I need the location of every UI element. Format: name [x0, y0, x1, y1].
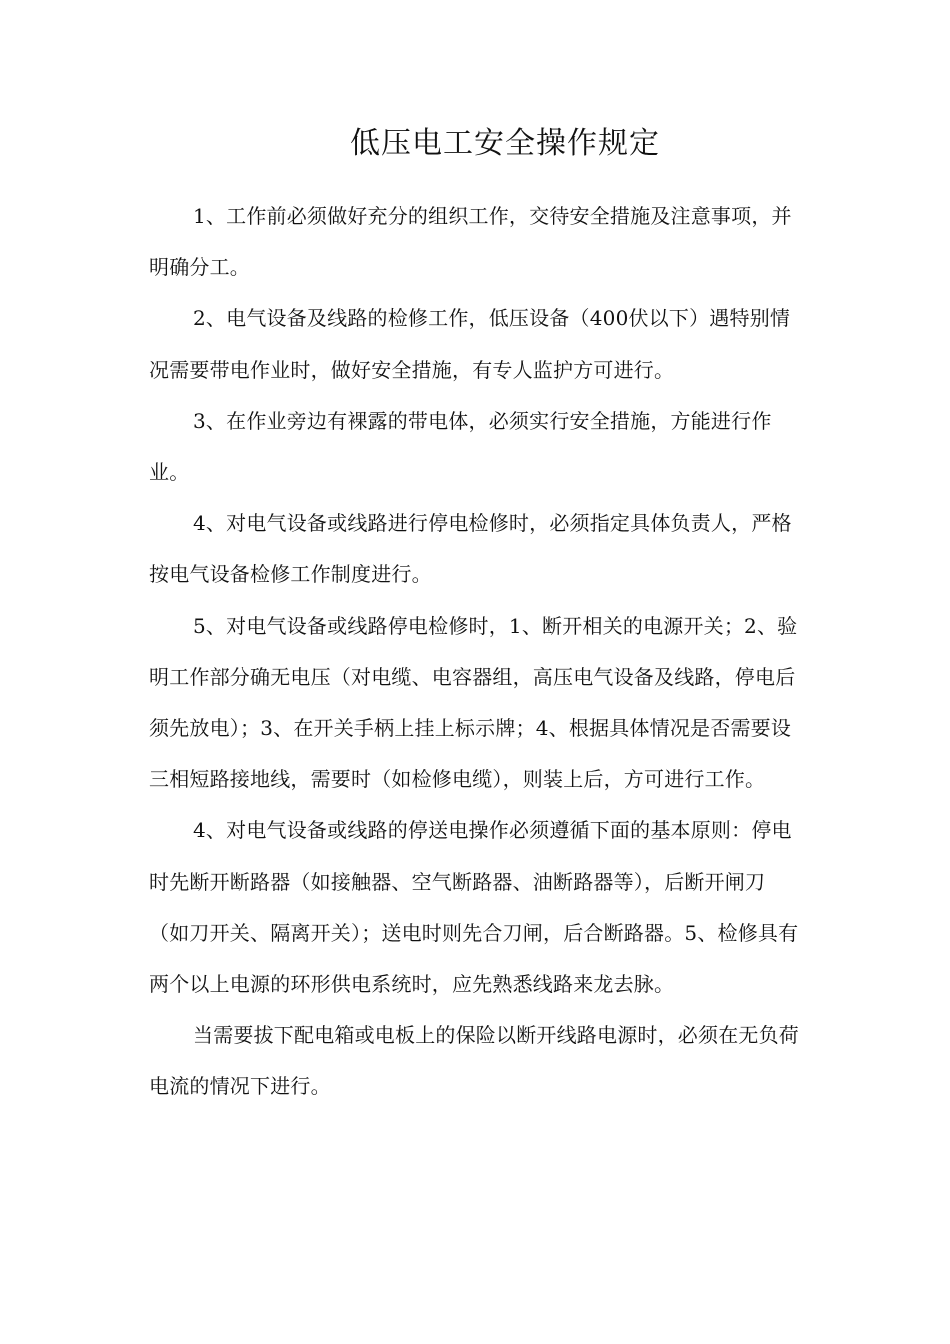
document-title: 低压电工安全操作规定	[350, 126, 660, 161]
paragraph-3: 3、在作业旁边有裸露的带电体，必须实行安全措施，方能进行作业。	[149, 408, 772, 485]
paragraph-5: 5、对电气设备或线路停电检修时，1、断开相关的电源开关；2、验明工作部分确无电压（对电缆、电容器组，高压电气设备及线路，停电后须先放电）；3、在开关手柄上挂上标示牌；4、根据具体情况是否需要设三相短路接地线，需要时（如检修电缆），则装上后，方可进行工作。	[149, 613, 798, 792]
document-body	[149, 191, 801, 1113]
paragraph-1: 1、工作前必须做好充分的组织工作，交待安全措施及注意事项，并明确分工。	[149, 204, 792, 280]
paragraph-2: 2、电气设备及线路的检修工作，低压设备（400伏以下）遇特别情况需要带电作业时，做好安全措施，有专人监护方可进行。	[149, 306, 791, 382]
paragraph-6: 4、对电气设备或线路的停送电操作必须遵循下面的基本原则：停电时先断开断路器（如接触器、空气断路器、油断路器等），后断开闸刀（如刀开关、隔离开关）；送电时则先合刀闸，后合断路器。5、检修具有两个以上电源的环形供电系统时，应先熟悉线路来龙去脉。	[149, 818, 799, 997]
paragraph-4: 4、对电气设备或线路进行停电检修时，必须指定具体负责人，严格按电气设备检修工作制度进行。	[149, 511, 792, 587]
paragraph-7: 当需要拔下配电箱或电板上的保险以断开线路电源时，必须在无负荷电流的情况下进行。	[149, 1023, 799, 1099]
